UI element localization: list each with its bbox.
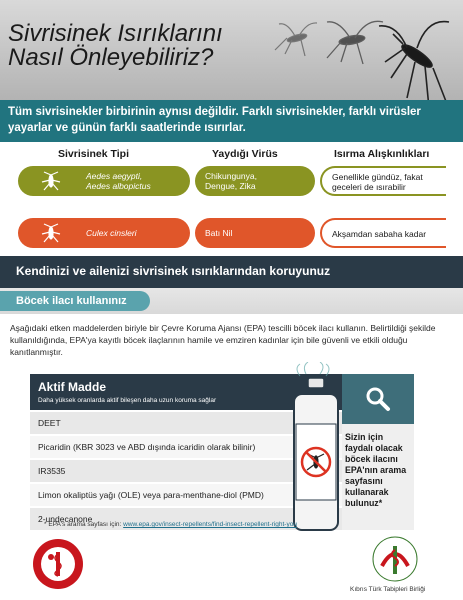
ingredient-name: IR3535 xyxy=(38,466,66,476)
epa-search-card-text: Sizin için faydalı olacak böcek ilacını EPA'nın arama sayfasını kullanarak bulunuz* xyxy=(345,432,407,508)
type-line-1: Aedes aegypti, xyxy=(86,171,143,181)
epa-search-card[interactable] xyxy=(342,374,414,530)
ingredient-name: DEET xyxy=(38,418,61,428)
kttb-caption: Kıbrıs Türk Tabipleri Birliği xyxy=(350,586,426,593)
column-header-virus: Yaydığı Virüs xyxy=(212,148,278,160)
ingredient-name: Picaridin (KBR 3023 ve ABD dışında icaridin olarak bilinir) xyxy=(38,442,256,452)
mosquito-table xyxy=(0,142,463,254)
virus-cell xyxy=(195,166,315,196)
ingredient-name: Limon okaliptüs yağı (OLE) veya para-menthane-diol (PMD) xyxy=(38,490,264,500)
banner-text: Tüm sivrisinekler birbirinin aynısı değildir. Farklı sivrisinekler, farklı virüsler yayarlar ve günün farklı saatlerinde ısırırlar. xyxy=(8,106,421,134)
table-row xyxy=(0,218,463,248)
active-ingredients-title: Aktif Madde xyxy=(38,380,107,394)
mosquito-icon xyxy=(38,220,64,246)
epa-link[interactable]: www.epa.gov/insect-repellents/find-insect-repellent-right-you xyxy=(123,521,297,528)
page-title: Sivrisinek Isırıklarını Nasıl Önleyebiliriz? xyxy=(8,20,223,71)
habit-cell xyxy=(320,166,446,196)
epa-search-card-header xyxy=(342,374,414,424)
footnote xyxy=(44,521,297,528)
kttb-logo xyxy=(372,536,418,582)
active-ingredients-subtitle: Daha yüksek oranlarda aktif bileşen daha uzun koruma sağlar xyxy=(38,397,217,404)
footnote-prefix: * EPA's arama sayfası için: xyxy=(44,521,124,528)
column-header-type: Sivrisinek Tipi xyxy=(58,148,130,160)
ingredient-name: 2-undecanone xyxy=(38,514,93,524)
habit-cell xyxy=(320,218,446,248)
intro-banner xyxy=(0,100,463,142)
virus-line-1: Chikungunya, xyxy=(205,171,257,181)
mosquito-icon xyxy=(38,168,64,194)
habit-line-1: Akşamdan sabaha kadar xyxy=(332,229,427,239)
spray-can-icon xyxy=(286,362,346,534)
sub-band-text: Böcek ilacı kullanınız xyxy=(16,295,127,307)
virus-cell xyxy=(195,218,315,248)
type-line-2: Aedes albopictus xyxy=(86,181,151,191)
virus-line-1: Batı Nil xyxy=(205,228,233,238)
type-cell xyxy=(18,218,190,248)
protect-band xyxy=(0,256,463,288)
virus-line-2: Dengue, Zika xyxy=(205,181,256,191)
table-row xyxy=(0,166,463,196)
type-line-1: Culex cinsleri xyxy=(86,228,137,238)
header xyxy=(0,0,463,100)
protect-band-text: Kendinizi ve ailenizi sivrisinek ısırıklarından koruyunuz xyxy=(16,264,331,278)
search-icon xyxy=(365,386,391,412)
column-header-habit: Isırma Alışkınlıkları xyxy=(334,148,430,160)
ministry-logo xyxy=(32,538,84,590)
intro-paragraph: Aşağıdaki etken maddelerden biriyle bir Çevre Koruma Ajansı (EPA) tescilli böcek ilacı kullanın. Belirtildiği şekilde kullanıldığında, EPA'ya kayıtlı böcek ilaçlarının hamile ve emziren kadınlar için bile güvenli ve etkili olduğu kanıtlanmıştır. xyxy=(10,323,436,357)
type-cell xyxy=(18,166,190,196)
habit-line-2: geceleri de ısırabilir xyxy=(332,182,406,192)
habit-line-1: Genellikle gündüz, fakat xyxy=(332,172,423,182)
